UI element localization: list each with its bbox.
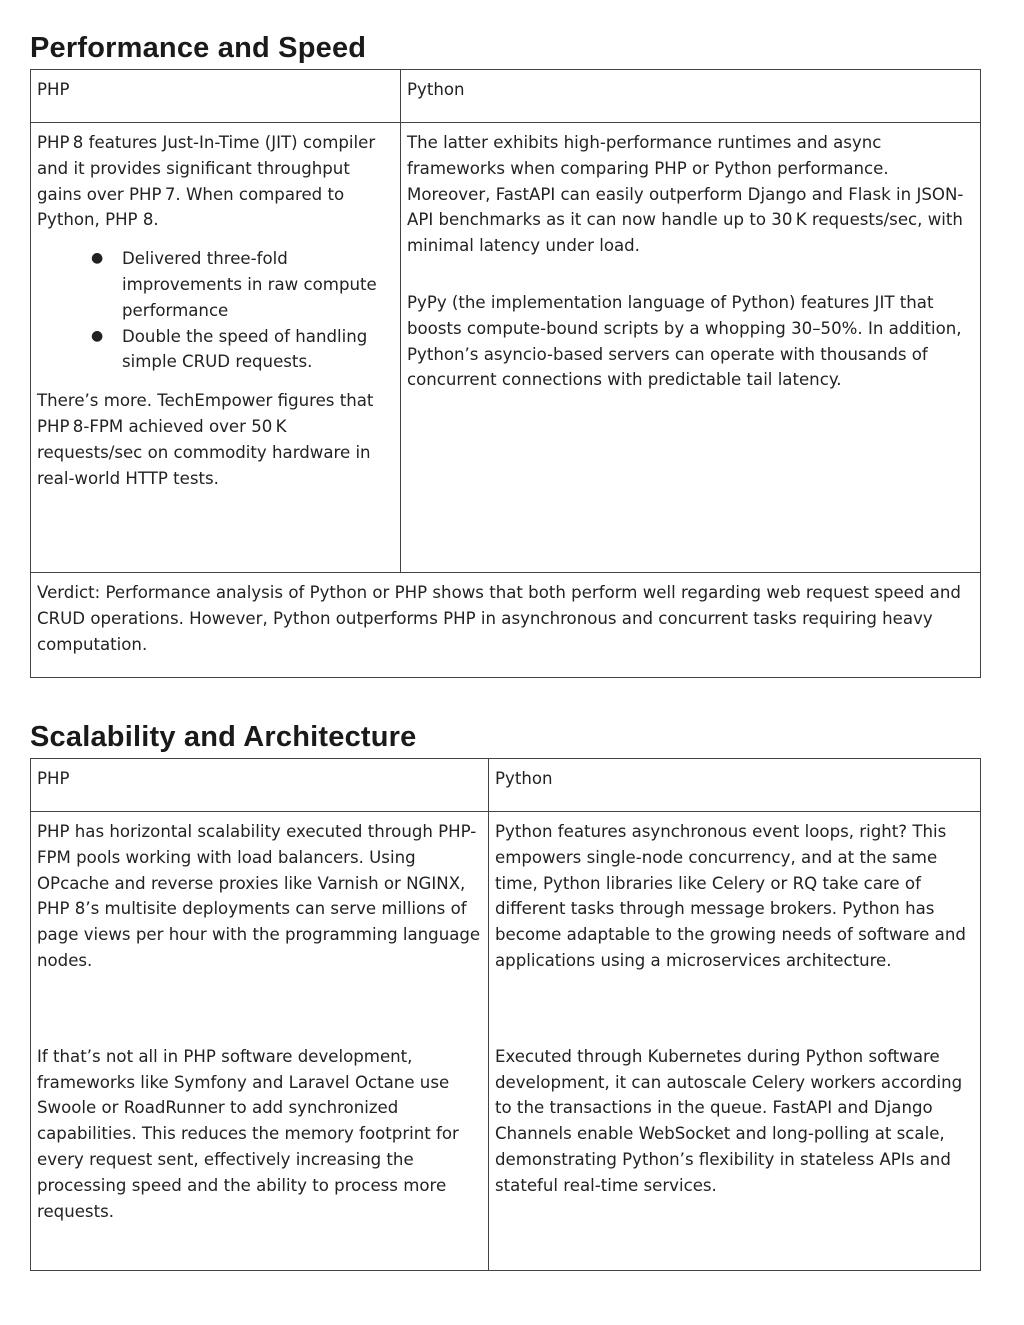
scalability-table — [30, 758, 981, 1271]
list-item: ● Double the speed of handling simple CRUD requests. — [122, 324, 394, 376]
performance-table — [30, 69, 981, 678]
python-cell — [489, 812, 981, 1271]
php-cell — [31, 812, 489, 1271]
section-title-performance: Performance and Speed — [30, 32, 367, 64]
header-cell-php: PHP — [31, 759, 489, 812]
verdict-cell: Verdict: Performance analysis of Python or PHP shows that both perform well regarding web request speed and CRUD operations. However, Python outperforms PHP in asynchronous and concurrent tasks requiring heavy computation. — [31, 573, 981, 678]
header-cell-php: PHP — [31, 70, 401, 123]
verdict-row — [31, 573, 981, 678]
header-cell-python: Python — [489, 759, 981, 812]
table-header-row — [31, 70, 981, 123]
php-paragraph-1: PHP has horizontal scalability executed through PHP-FPM pools working with load balancers. Using OPcache and reverse proxies like Varnish or NGINX, PHP 8’s multisite deployments can serve millions of page views per hour with the programming language nodes. — [37, 822, 481, 970]
php-paragraph-2: If that’s not all in PHP software development, frameworks like Symfony and Laravel Octane use Swoole or RoadRunner to add synchronized capabilities. This reduces the memory footprint for every request sent, effectively increasing the processing speed and the ability to process more requests. — [37, 1046, 459, 1221]
table-header-row — [31, 759, 981, 812]
php-outro: There’s more. TechEmpower figures that PHP 8-FPM achieved over 50 K requests/sec on commodity hardware in real-world HTTP tests. — [37, 391, 374, 488]
python-paragraph-2: Executed through Kubernetes during Python software development, it can autoscale Celery workers according to the transactions in the queue. FastAPI and Django Channels enable WebSocket and long-polling at scale, demonstrating Python’s flexibility in stateless APIs and stateful real-time services. — [495, 1046, 963, 1195]
python-paragraph-2: PyPy (the implementation language of Python) features JIT that boosts compute-bound scripts by a whopping 30–50%. In addition, Python’s asyncio-based servers can operate with thousands of concurrent connections with predictable tail latency. — [407, 292, 962, 390]
python-paragraph-1: Python features asynchronous event loops, right? This empowers single-node concurrency, and at the same time, Python libraries like Celery or RQ take care of different tasks through message brokers. Python has become adaptable to the growing needs of software and applications using a microservices architecture. — [495, 822, 966, 970]
python-paragraph-1: The latter exhibits high-performance runtimes and async frameworks when comparing PHP or Python performance. Moreover, FastAPI can easily outperform Django and Flask in JSON-API benchmarks as it can now handle up to 30 K requests/sec, with minimal latency under load. — [407, 133, 964, 256]
python-cell — [401, 123, 981, 573]
php-bullet-list — [37, 246, 394, 375]
table-row — [31, 812, 981, 1271]
php-cell — [31, 123, 401, 573]
list-item: ● Delivered three-fold improvements in raw compute performance — [122, 246, 394, 323]
table-row — [31, 123, 981, 573]
header-cell-python: Python — [401, 70, 981, 123]
section-title-scalability: Scalability and Architecture — [30, 721, 417, 753]
php-intro: PHP 8 features Just-In-Time (JIT) compiler and it provides significant throughput gains over PHP 7. When compared to Python, PHP 8. — [37, 133, 376, 230]
